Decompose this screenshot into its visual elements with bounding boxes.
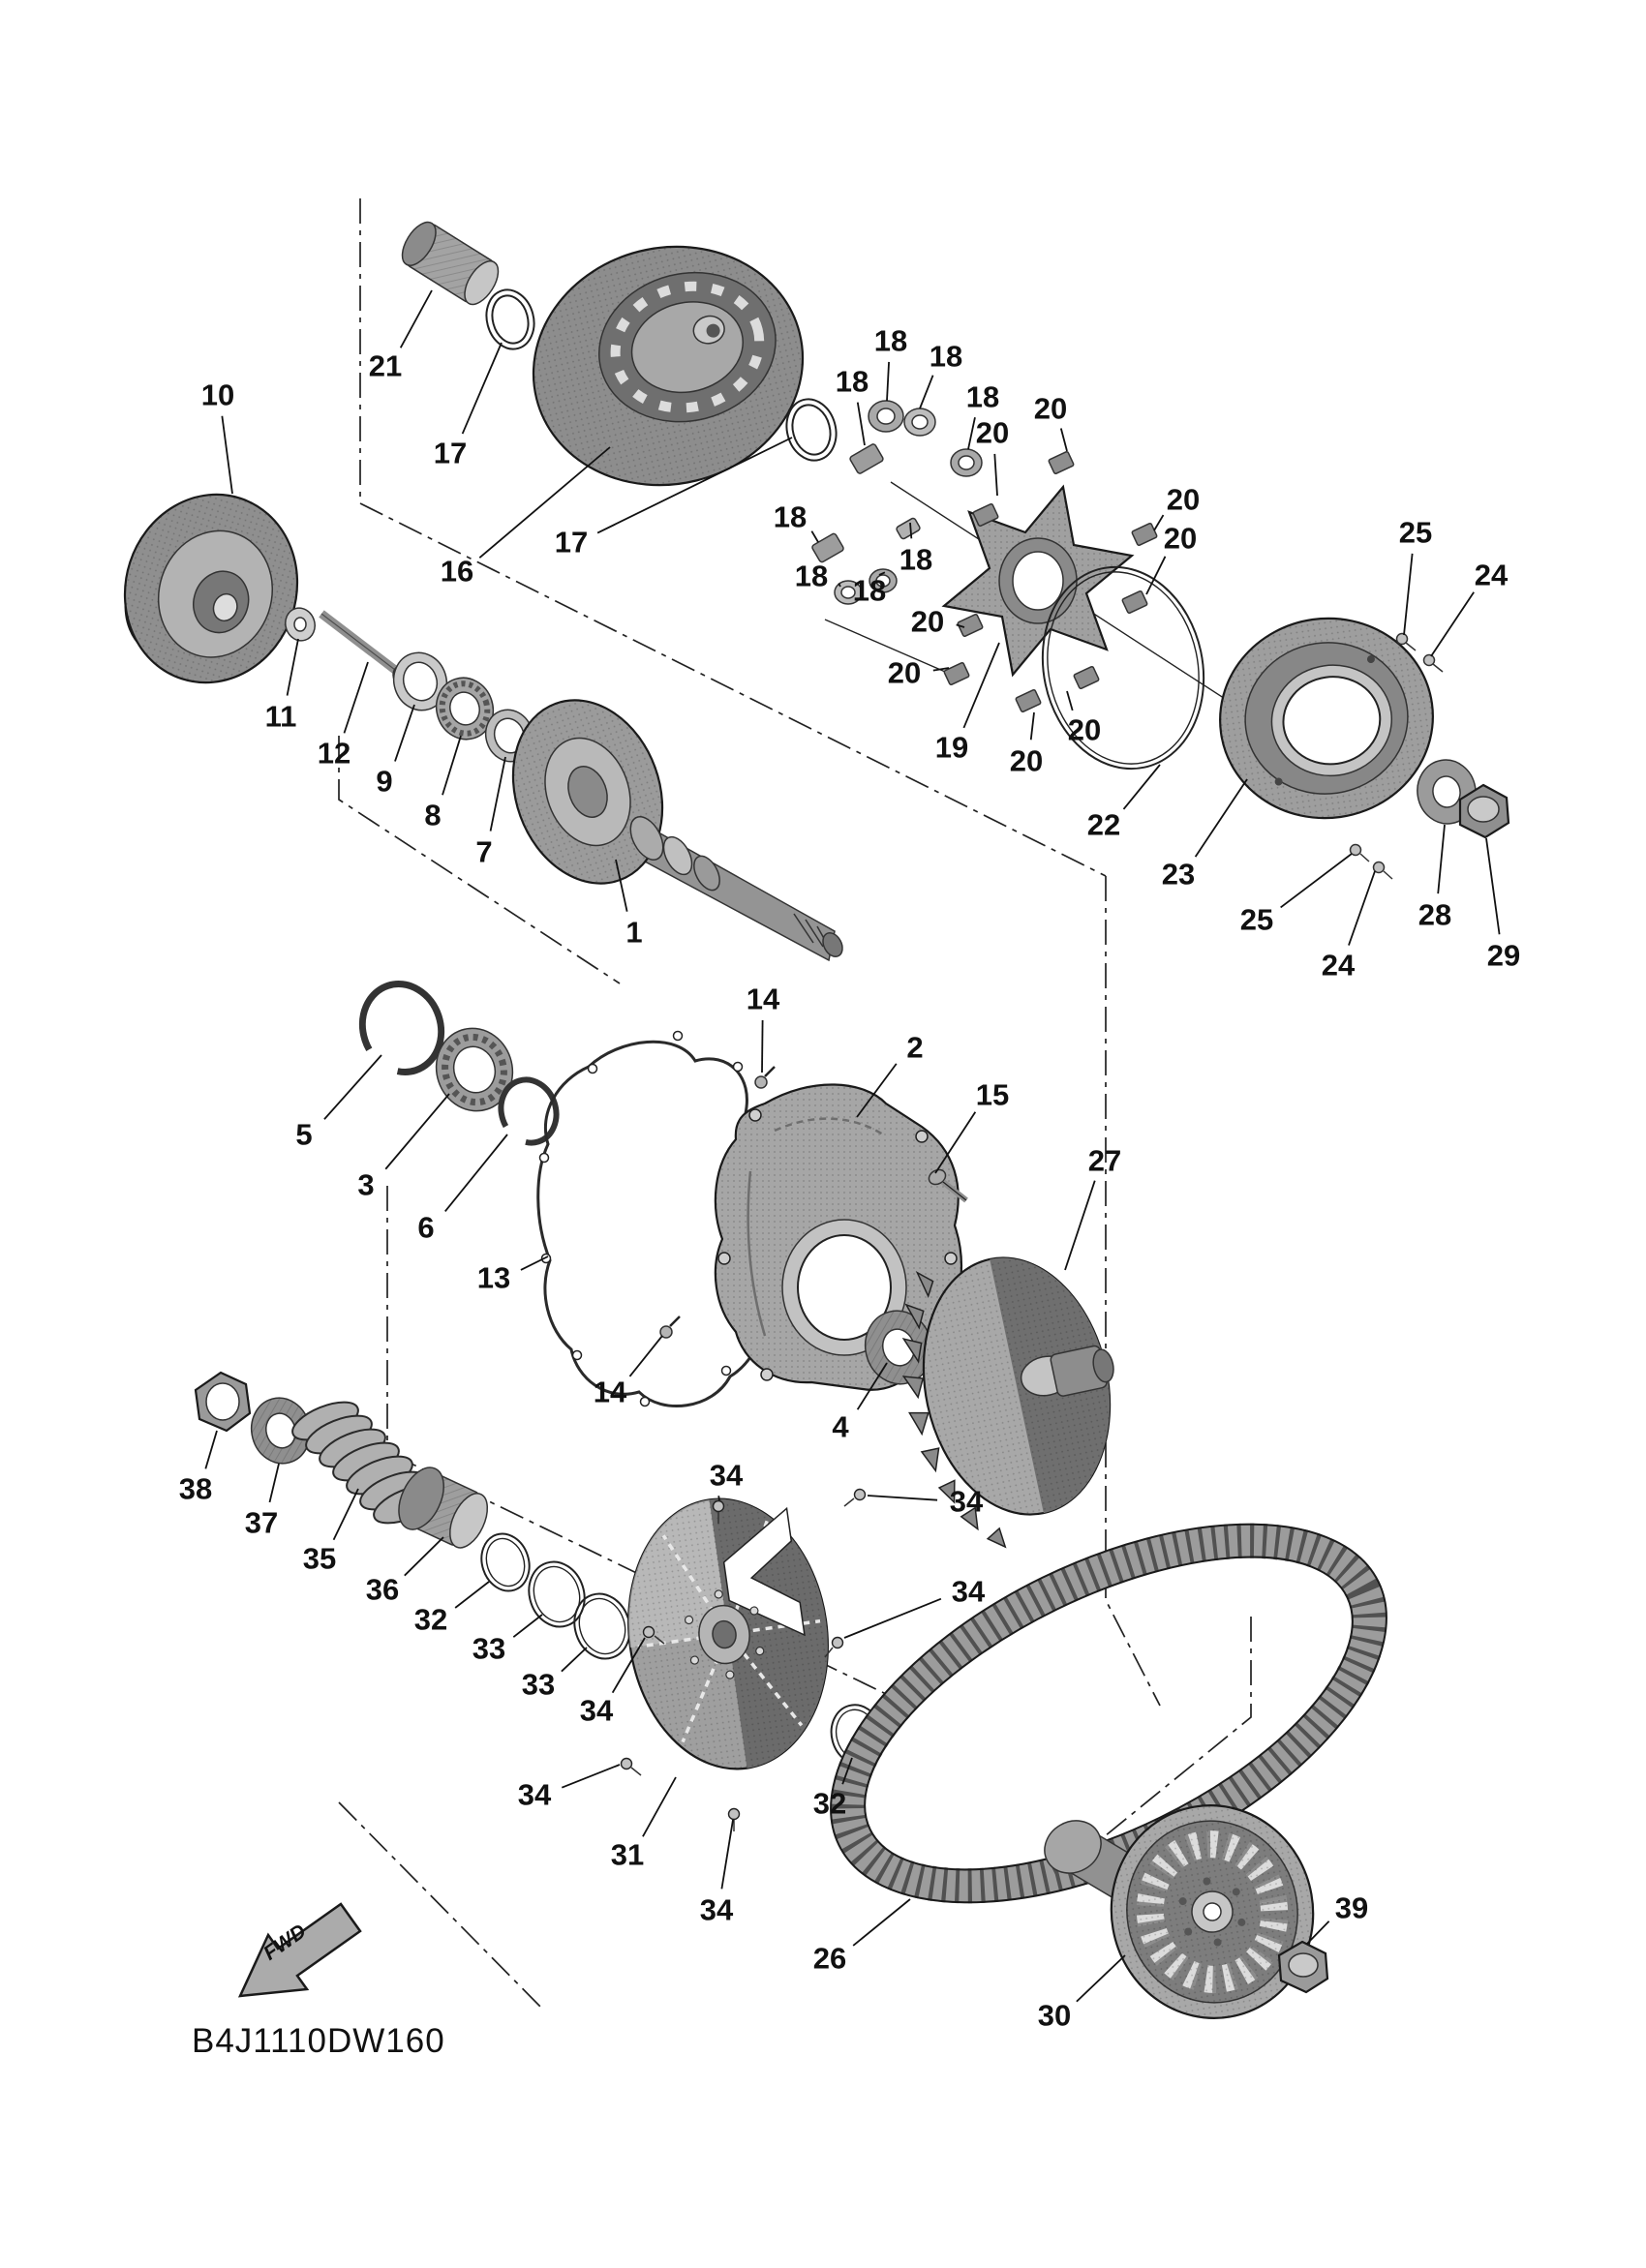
leader-line-15 — [935, 1112, 975, 1173]
callout-5: 5 — [295, 1117, 313, 1152]
callout-36: 36 — [365, 1572, 400, 1607]
fwd-label: FWD — [259, 1920, 311, 1965]
leader-line-14 — [762, 1020, 763, 1073]
callout-14: 14 — [593, 1375, 627, 1409]
callout-19: 19 — [934, 730, 969, 765]
callout-26: 26 — [812, 1941, 847, 1976]
leader-line-34 — [562, 1765, 620, 1788]
callout-35: 35 — [302, 1541, 337, 1576]
leader-line-11 — [288, 639, 298, 696]
leader-line-38 — [205, 1431, 217, 1468]
callout-31: 31 — [610, 1837, 645, 1872]
leader-line-20 — [994, 454, 997, 496]
callout-20: 20 — [975, 415, 1010, 450]
leader-line-20 — [1067, 691, 1073, 711]
callout-32: 32 — [812, 1786, 847, 1821]
callout-34: 34 — [579, 1693, 614, 1728]
callout-23: 23 — [1161, 857, 1196, 892]
leader-line-7 — [491, 757, 505, 832]
callout-20: 20 — [1067, 712, 1102, 747]
callout-37: 37 — [244, 1505, 279, 1540]
fwd-arrow — [240, 1904, 360, 1996]
leader-line-28 — [1438, 825, 1445, 893]
callout-18: 18 — [873, 323, 908, 358]
part-oring-17a — [480, 285, 540, 354]
leader-line-30 — [1077, 1955, 1125, 2002]
callout-4: 4 — [832, 1409, 849, 1444]
leader-line-20 — [1031, 712, 1034, 740]
leader-line-37 — [269, 1464, 279, 1502]
callout-29: 29 — [1486, 938, 1521, 973]
leader-line-34 — [721, 1820, 733, 1889]
callout-38: 38 — [178, 1471, 213, 1506]
leader-line-13 — [521, 1256, 548, 1270]
leader-line-9 — [395, 705, 414, 762]
leader-line-34 — [868, 1496, 937, 1500]
callout-11: 11 — [264, 699, 297, 734]
leader-line-32 — [455, 1582, 489, 1608]
leader-line-18 — [920, 376, 933, 408]
leader-line-20 — [1154, 515, 1163, 530]
callout-34: 34 — [951, 1574, 986, 1609]
part-oring-33b — [566, 1587, 638, 1666]
leader-line-5 — [324, 1055, 381, 1119]
part-spider-19 — [944, 487, 1132, 675]
callout-32: 32 — [413, 1602, 448, 1637]
leader-line-25 — [1281, 854, 1352, 907]
callout-18: 18 — [852, 573, 887, 608]
callout-2: 2 — [906, 1030, 924, 1065]
leader-line-10 — [222, 416, 232, 494]
callout-25: 25 — [1239, 902, 1274, 937]
callout-12: 12 — [317, 736, 351, 771]
leader-line-24 — [1431, 592, 1474, 656]
part-fan-sheave-30 — [1035, 1790, 1330, 2035]
part-bolt-14a — [755, 1067, 775, 1088]
callout-10: 10 — [200, 378, 235, 412]
callout-21: 21 — [368, 348, 403, 383]
callout-20: 20 — [887, 655, 922, 690]
callout-15: 15 — [975, 1077, 1010, 1112]
leader-line-19 — [963, 643, 999, 728]
leader-line-12 — [344, 662, 368, 733]
callout-24: 24 — [1321, 948, 1356, 983]
leader-line-36 — [405, 1537, 443, 1576]
callout-24: 24 — [1474, 558, 1509, 592]
callout-14: 14 — [746, 982, 780, 1016]
leader-line-29 — [1486, 838, 1500, 934]
callout-33: 33 — [521, 1667, 556, 1702]
leader-line-3 — [385, 1094, 449, 1169]
callout-20: 20 — [1166, 482, 1201, 517]
callout-28: 28 — [1417, 897, 1452, 932]
leader-line-27 — [1065, 1181, 1095, 1270]
part-screws-25-24-bottom — [1351, 845, 1393, 880]
diagram-code: B4J1110DW160 — [192, 2022, 445, 2060]
callout-8: 8 — [424, 798, 442, 832]
callout-18: 18 — [835, 364, 869, 399]
callout-16: 16 — [440, 554, 474, 589]
leader-line-18 — [887, 362, 889, 401]
leader-line-18 — [811, 531, 818, 542]
leader-line-14 — [629, 1336, 662, 1376]
callout-34: 34 — [517, 1777, 552, 1812]
leader-line-23 — [1196, 779, 1247, 857]
callout-18: 18 — [773, 499, 808, 534]
callout-18: 18 — [794, 559, 829, 593]
leader-line-24 — [1349, 871, 1375, 946]
leader-line-33 — [562, 1648, 587, 1672]
leader-line-18 — [968, 417, 975, 449]
part-collar-21 — [396, 217, 505, 310]
callout-18: 18 — [899, 542, 933, 577]
leader-line-21 — [401, 290, 432, 348]
callout-9: 9 — [376, 764, 393, 799]
part-shaft-assembly-1 — [488, 680, 846, 960]
callout-3: 3 — [357, 1167, 375, 1202]
part-nut-38 — [196, 1373, 250, 1431]
callout-34: 34 — [709, 1458, 744, 1493]
leader-line-17 — [463, 343, 502, 434]
leader-line-31 — [643, 1777, 676, 1836]
callout-17: 17 — [433, 436, 468, 470]
callout-34: 34 — [699, 1892, 734, 1927]
callout-33: 33 — [472, 1631, 506, 1666]
part-clutch-drum-16 — [508, 219, 829, 513]
leader-line-35 — [334, 1489, 358, 1540]
leader-line-16 — [479, 447, 610, 558]
callout-6: 6 — [417, 1210, 435, 1245]
leader-line-8 — [442, 736, 461, 795]
callout-17: 17 — [554, 525, 589, 559]
callout-20: 20 — [1009, 743, 1044, 778]
leader-line-33 — [513, 1615, 542, 1637]
leader-line-25 — [1404, 554, 1413, 635]
callout-13: 13 — [476, 1260, 511, 1295]
callout-39: 39 — [1334, 1890, 1369, 1925]
part-housing-10 — [101, 472, 321, 706]
callout-25: 25 — [1398, 515, 1433, 550]
callout-18: 18 — [929, 339, 963, 374]
callout-7: 7 — [475, 834, 493, 869]
leader-line-20 — [1061, 429, 1067, 451]
callout-30: 30 — [1037, 1998, 1072, 2033]
leader-line-22 — [1123, 765, 1160, 809]
part-sheave-23 — [1207, 605, 1447, 832]
callout-20: 20 — [1033, 391, 1068, 426]
leader-line-26 — [853, 1899, 910, 1946]
leader-line-6 — [445, 1134, 507, 1211]
part-bolt-14b — [660, 1316, 680, 1338]
callout-34: 34 — [949, 1484, 984, 1519]
leader-line-18 — [858, 403, 865, 445]
callout-18: 18 — [965, 379, 1000, 414]
callout-22: 22 — [1086, 807, 1121, 842]
callout-27: 27 — [1087, 1143, 1122, 1178]
callout-20: 20 — [1163, 521, 1198, 556]
leader-line-34 — [844, 1599, 941, 1638]
leader-line-34 — [718, 1496, 719, 1500]
callout-1: 1 — [625, 915, 643, 950]
callout-20: 20 — [910, 604, 945, 639]
